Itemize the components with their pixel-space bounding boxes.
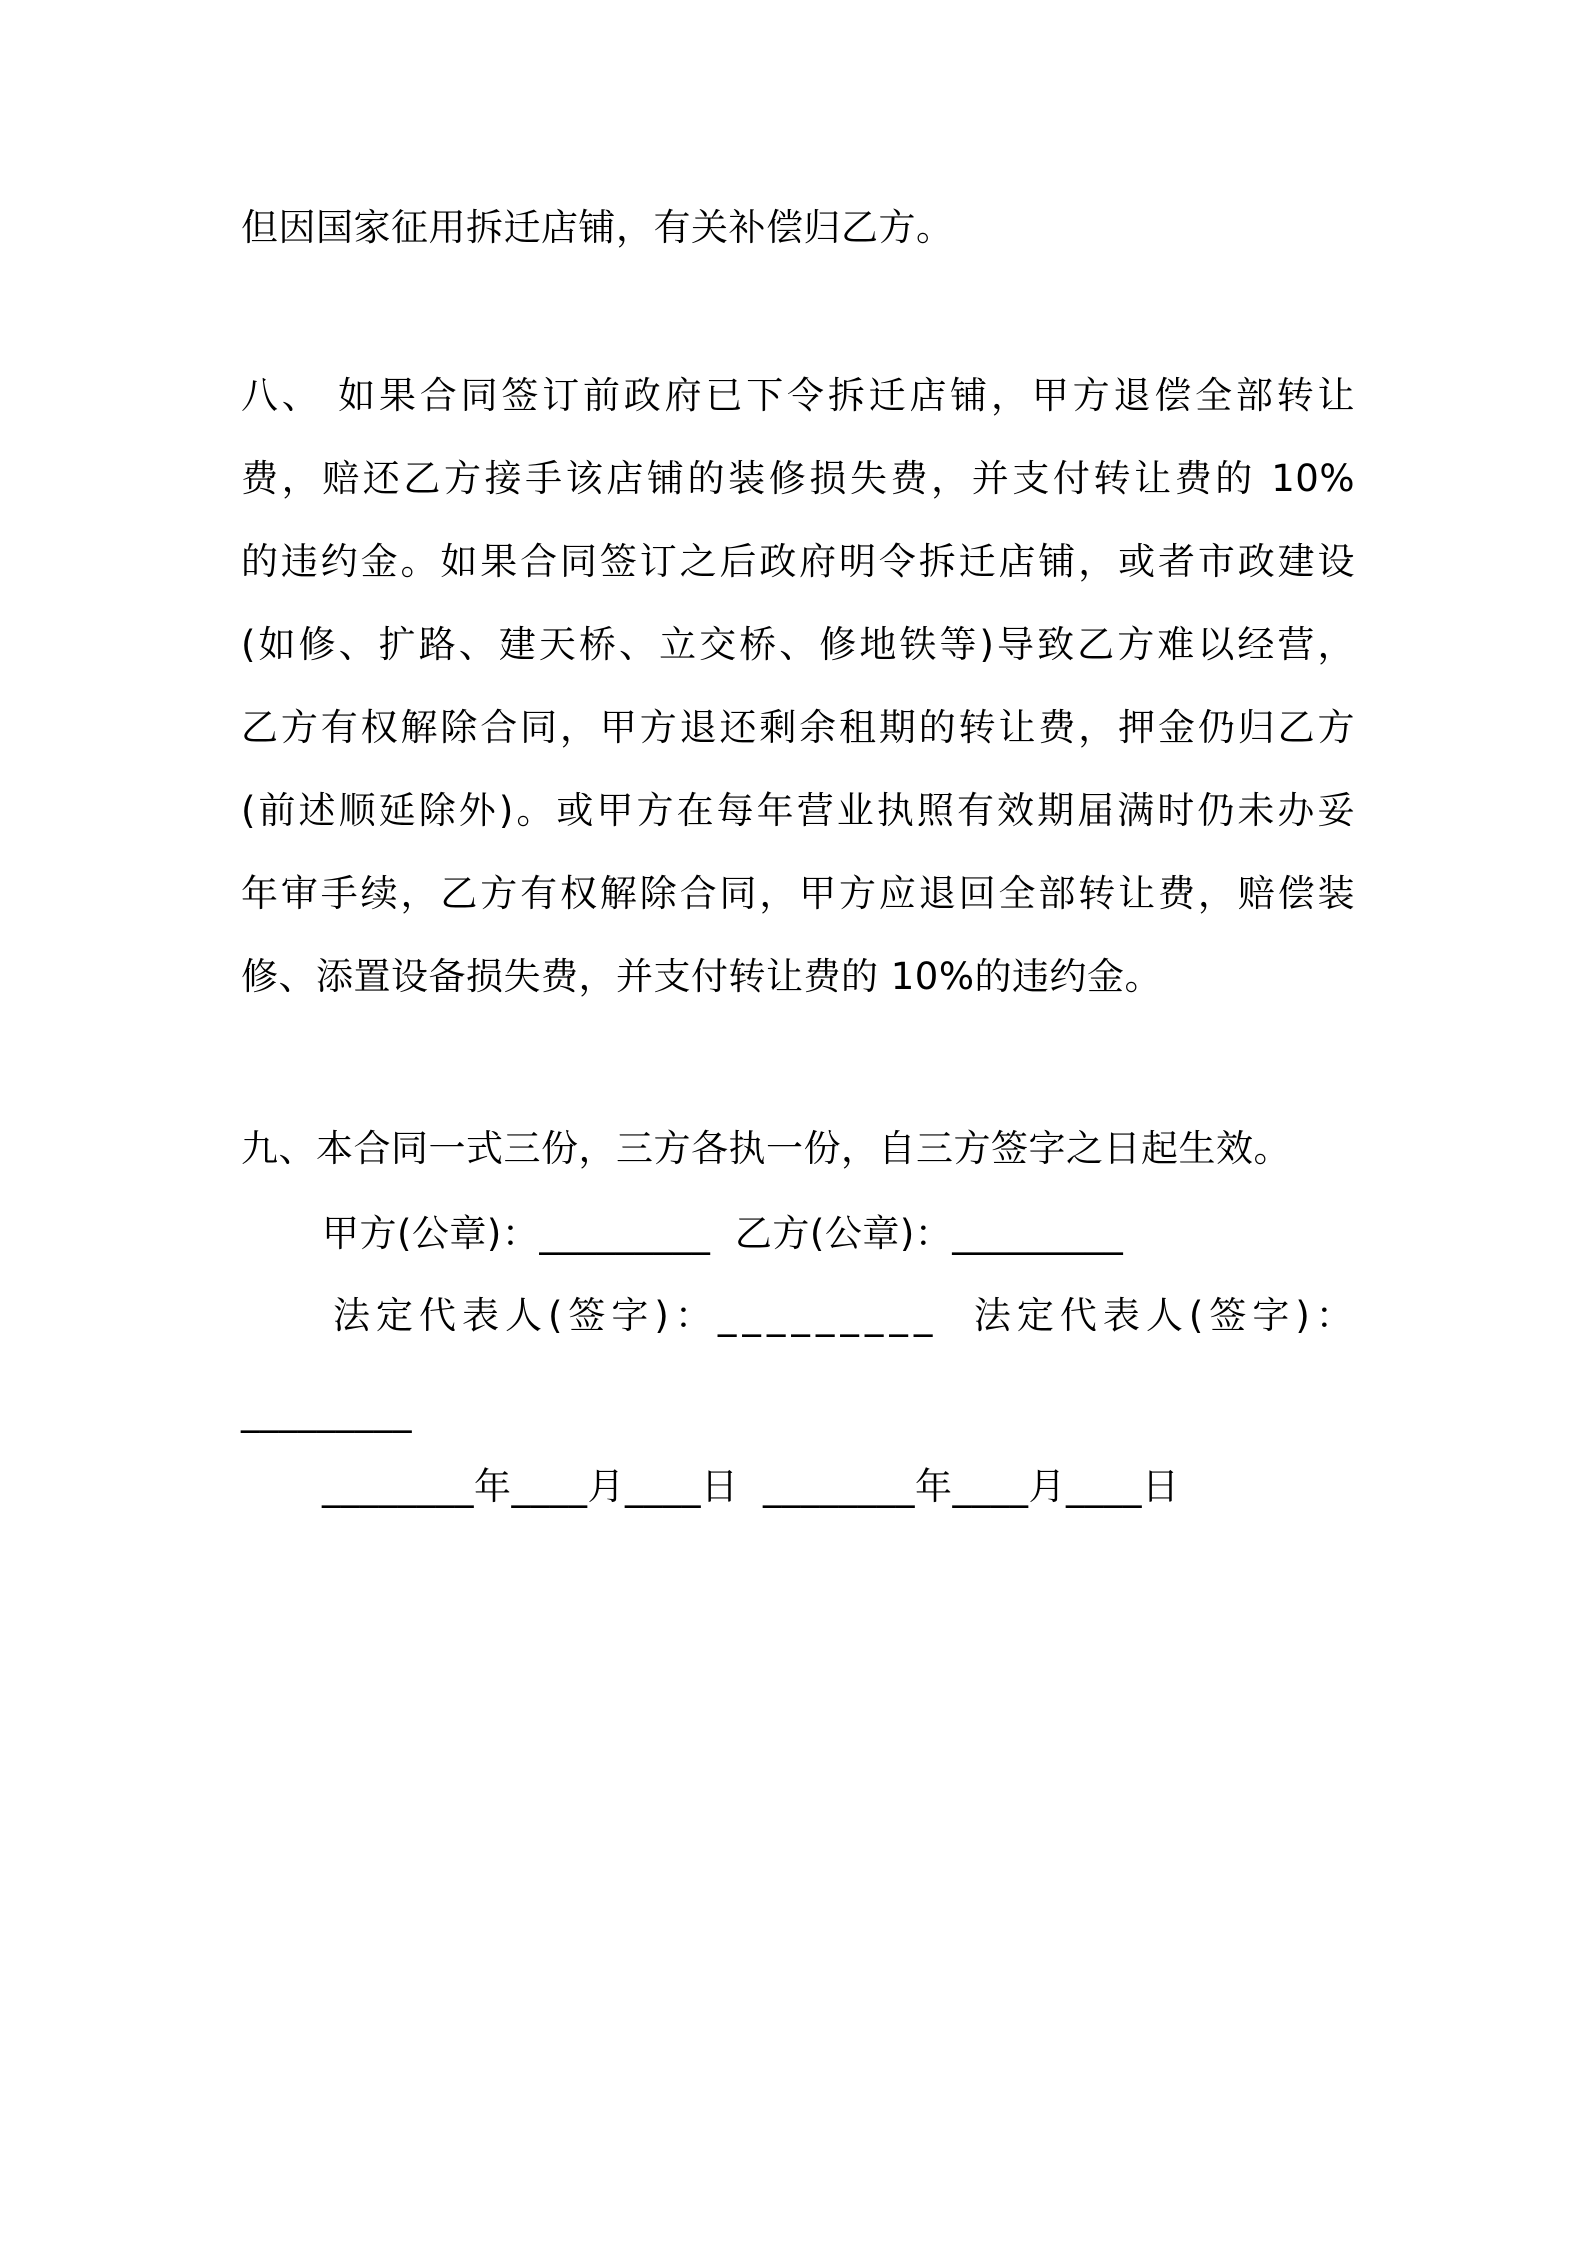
clause-8-line-7: 年审手续，乙方有权解除合同，甲方应退回全部转让费，赔偿装	[241, 872, 1355, 915]
clause-8-line-5: 乙方有权解除合同，甲方退还剩余租期的转让费，押金仍归乙方	[241, 706, 1355, 749]
representative-overflow-blank: _________	[241, 1390, 412, 1433]
clause-8-line-1: 八、 如果合同签订前政府已下令拆迁店铺，甲方退偿全部转让	[241, 374, 1355, 417]
continuation-paragraph: 但因国家征用拆迁店铺，有关补偿归乙方。	[241, 206, 954, 249]
clause-8-line-4: (如修、扩路、建天桥、立交桥、修地铁等)导致乙方难以经营，	[241, 623, 1355, 666]
seal-line: 甲方(公章)：_________ 乙方(公章)：_________	[322, 1212, 1124, 1255]
clause-8-line-3: 的违约金。如果合同签订之后政府明令拆迁店铺，或者市政建设	[241, 540, 1355, 583]
date-line: ________年____月____日 ________年____月____日	[322, 1465, 1180, 1508]
representative-line: 法定代表人(签字)：_________ 法定代表人(签字)：	[333, 1294, 1359, 1337]
clause-8-line-6: (前述顺延除外)。或甲方在每年营业执照有效期届满时仍未办妥	[241, 789, 1355, 832]
clause-8-line-8: 修、添置设备损失费，并支付转让费的 10%的违约金。	[241, 955, 1162, 998]
clause-9: 九、本合同一式三份，三方各执一份，自三方签字之日起生效。	[241, 1127, 1291, 1170]
clause-8-line-2: 费，赔还乙方接手该店铺的装修损失费，并支付转让费的 10%	[241, 457, 1355, 500]
